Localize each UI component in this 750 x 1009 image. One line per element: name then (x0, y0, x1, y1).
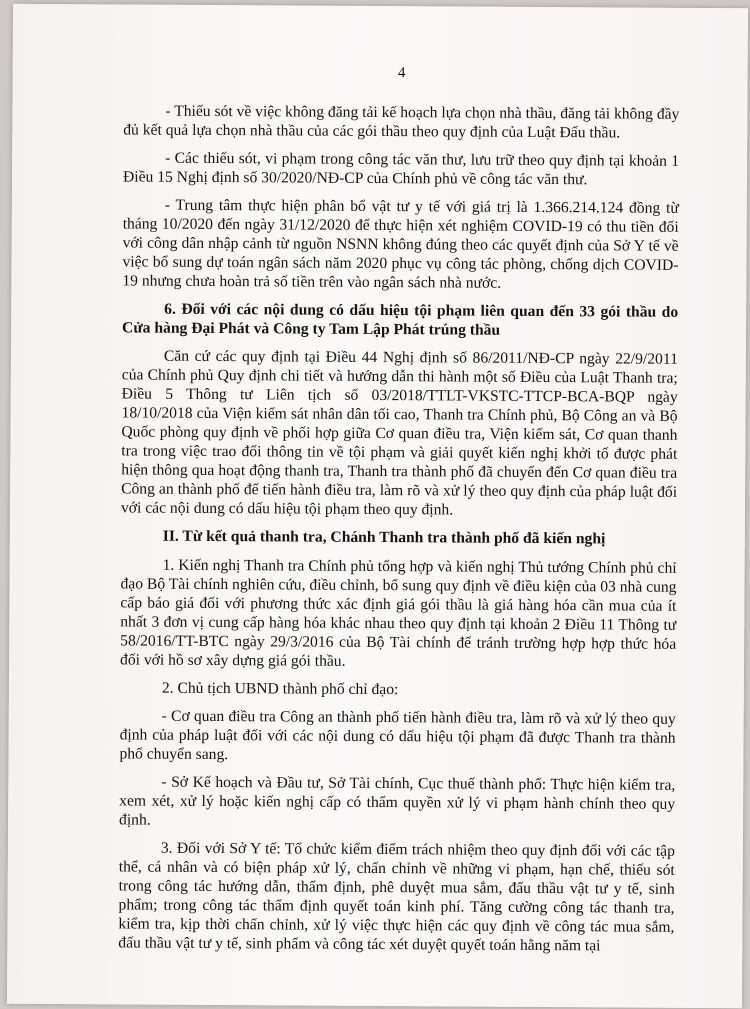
paragraph-medical-supply-allocation: - Trung tâm thực hiện phân bổ vật tư y tế với giá trị là 1.366.214.124 đồng từ tháng 10/2020 đến ngày 31/12/2020 để thực hiện xét nghiệm COVID-19 có thu tiền đối với công dân nhập cảnh từ nguồn NSNN không đúng theo các quyết định của Sở Y tế về việc bổ sung dự toán ngân sách năm 2020 phục vụ công tác phòng, chống dịch COVID-19 nhưng chưa hoàn trả số tiền trên vào ngân sách nhà nước. (122, 196, 679, 292)
paragraph-police-investigation: - Cơ quan điều tra Công an thành phố tiến hành điều tra, làm rõ và xử lý theo quy định của pháp luật đối với các nội dung có dấu hiệu tội phạm đã được Thanh tra thành phố chuyển sang. (119, 707, 676, 764)
document-body (118, 62, 679, 964)
paragraph-departments-inspection: - Sở Kế hoạch và Đầu tư, Sở Tài chính, Cục thuế thành phố: Thực hiện kiểm tra, xem xét, xử lý hoặc kiến nghị cấp có thẩm quyền xử lý vi phạm hành chính theo quy định. (119, 773, 676, 829)
paragraph-recommendation-1: 1. Kiến nghị Thanh tra Chính phủ tổng hợp và kiến nghị Thủ tướng Chính phủ chỉ đạo Bộ Tài chính nghiên cứu, điều chỉnh, bổ sung quy định về điều kiện của 03 nhà cung cấp báo giá đối với phương thức xác định giá gói thầu là giá hàng hóa cần mua của ít nhất 3 đơn vị cung cấp hàng hóa khác nhau theo quy định tại khoản 2 Điều 11 Thông tư 58/2016/TT-BTC ngày 29/3/2016 của Bộ Tài chính để tránh trường hợp hợp thức hóa đối với hồ sơ xây dựng giá gói thầu. (120, 556, 677, 670)
paragraph-missing-publication: - Thiếu sót về việc không đăng tải kế hoạch lựa chọn nhà thầu, đăng tải không đầy đủ kết quả lựa chọn nhà thầu của các gói thầu theo quy định của Luật Đấu thầu. (123, 102, 680, 142)
paragraph-legal-basis-transfer: Căn cứ các quy định tại Điều 44 Nghị định số 86/2011/NĐ-CP ngày 22/9/2011 của Chính phủ Quy định chi tiết và hướng dẫn thi hành một số Điều của Luật Thanh tra; Điều 5 Thông tư Liên tịch số 03/2018/TTLT-VKSTC-TTCP-BCA-BQP ngày 18/10/2018 của Viện kiểm sát nhân dân tối cao, Thanh tra Chính phủ, Bộ Công an và Bộ Quốc phòng quy định về phối hợp giữa Cơ quan điều tra, Viện kiểm sát, Cơ quan thanh tra trong việc trao đổi thông tin về tội phạm và giải quyết kiến nghị khởi tố được phát hiện thông qua hoạt động thanh tra, Thanh tra thành phố đã chuyển đến Cơ quan điều tra Công an thành phố để tiến hành điều tra, làm rõ và xử lý theo quy định của pháp luật đối với các nội dung có dấu hiệu tội phạm theo quy định. (120, 347, 678, 519)
page-number: 4 (397, 65, 406, 82)
paragraph-records-violation: - Các thiếu sót, vi phạm trong công tác văn thư, lưu trữ theo quy định tại khoản 1 Điều 15 Nghị định số 30/2020/NĐ-CP của Chính phủ về công tác văn thư. (122, 149, 680, 189)
section-heading-criminal-signs: 6. Đối với các nội dung có dấu hiệu tội phạm liên quan đến 33 gói thầu do Cửa hàng Đại Phát và Công ty Tam Lập Phát trúng thầu (122, 300, 679, 339)
section-heading-recommendations: II. Từ kết quả thanh tra, Chánh Thanh tra thành phố đã kiến nghị (162, 527, 606, 548)
document-page (7, 4, 748, 1008)
paragraph-recommendation-3: 3. Đối với Sở Y tế: Tổ chức kiểm điểm trách nhiệm theo quy định đối với các tập thể, cá nhân và có biện pháp xử lý, chấn chỉnh về những vi phạm, hạn chế, thiếu sót trong công tác hướng dẫn, thẩm định, phê duyệt mua sắm, đấu thầu vật tư y tế, sinh phẩm; trong công tác thẩm định quyết toán kinh phí. Tăng cường công tác thanh tra, kiểm tra, kịp thời chấn chỉnh, xử lý việc thực hiện các quy định về công tác mua sắm, đấu thầu vật tư y tế, sinh phẩm và công tác xét duyệt quyết toán hằng năm tại (118, 839, 675, 955)
paragraph-recommendation-2: 2. Chủ tịch UBND thành phố chỉ đạo: (161, 679, 399, 699)
